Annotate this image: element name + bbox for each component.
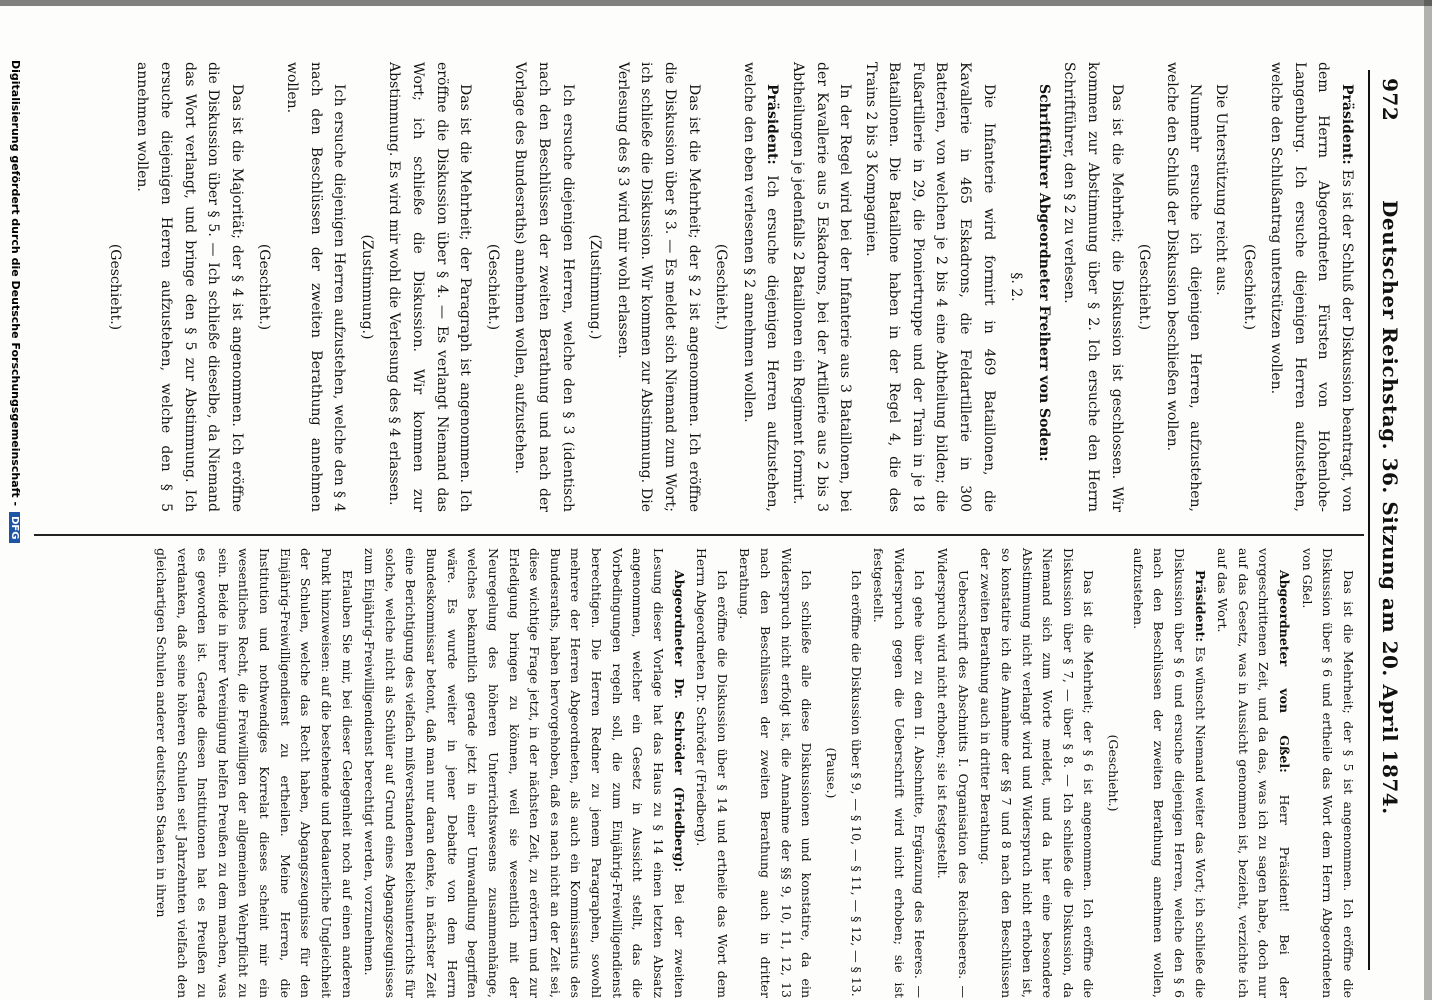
paragraph-text: Ich gehe über zu dem II. Abschnitte, Ergänzung des Heeres. — Widerspruch gegen die Ueberschrift wird nicht erhoben; sie ist festgestellt. [871, 548, 928, 998]
paragraph [150, 548, 356, 998]
paragraph [734, 548, 817, 998]
left-column [98, 62, 1358, 512]
stage-direction: (Geschieht.) [106, 243, 123, 331]
paragraph [130, 62, 248, 512]
paragraph-text: Ich ersuche diejenigen Herren aufzustehen, welche den eben verlesenen § 2 annehmen wollen. [740, 62, 781, 513]
paragraph-text: Es ist der Schluß der Diskussion beantragt, von dem Herrn Abgeordneten Fürsten von Hohenlohe-Langenburg. Ich ersuche diejenigen Herren aufzustehen, welche den Schlußantrag unterstützen wollen. [1268, 62, 1355, 512]
stage-direction: (Zustimmung.) [358, 234, 375, 340]
paragraph [279, 62, 350, 512]
paragraph-text: Ich eröffne die Diskussion über § 9, — § 10, — § 11, — § 12, — § 13. [848, 570, 864, 997]
paragraph [610, 62, 704, 512]
column-divider [34, 534, 1364, 536]
paragraph-text: Die Unterstützung reicht aus. [1213, 84, 1230, 296]
scan-edge-top [1424, 0, 1432, 1000]
paragraph-text: Die Infanterie wird formirt in 469 Bataillonen, die Kavallerie in 465 Eskadrons, die Feldartillerie in 300 Batterien, von welchen je 2 bis 4 eine Abtheilung bilden; die Fußartillerie in 29, die Pioniertruppe und der Train in je 18 Bataillonen. Die Bataillone haben in der Regel 4, die des Trains 2 bis 3 Kompagnien. [862, 62, 997, 512]
page-number: 972 [1378, 78, 1402, 122]
paragraph [1127, 548, 1210, 998]
page-header [1372, 60, 1406, 970]
paragraph [1031, 62, 1055, 512]
paragraph [845, 548, 866, 998]
paragraph-text: Erlauben Sie mir, bei dieser Gelegenheit noch auf einen anderen Punkt hinzuweisen: auf die bestehende und bedauerliche Ungleichheit der Schulen, welche das Recht haben, Abgangszeugnisse für den Einjährig-Freiwilligendienst zu ertheilen. Meine Herren, die Institution und nothwendiges Korrelat dieses scheint mir ein wesentliches Recht, die Freiwilligen der allgemeinen Wehrpflicht zu sein. Beide in ihrer Vereinigung helfen Preußen zu dem machen, was es geworden ist. Gerade diesen Institutionen hat es Preußen zu verdanken, daß seine höheren Schulen seit Jahrzehnten vielfach den gleichartigen Schulen anderer deutschen Staaten in ihren [154, 548, 355, 998]
speaker-name: Abgeordneter von Gßel: [1277, 570, 1293, 773]
scan-edge-left [0, 0, 1432, 6]
paragraph [1212, 548, 1295, 998]
paragraph [1208, 62, 1232, 512]
paragraph [691, 548, 732, 998]
stage-direction: (Pause.) [824, 747, 839, 799]
paragraph [868, 548, 930, 998]
paragraph [858, 62, 1000, 512]
header-rule [1368, 70, 1370, 970]
paragraph [508, 62, 579, 512]
paragraph [1057, 62, 1128, 512]
stage-direction: (Geschieht.) [1106, 734, 1122, 812]
right-column [148, 548, 1358, 998]
paragraph-text: Ich ersuche diejenigen Herren aufzustehen, welche den § 4 nach den Beschlüssen der zweiten Berathung annehmen wollen. [284, 62, 348, 512]
digitization-credit [9, 60, 22, 543]
paragraph-text: Ich schließe alle diese Diskussionen und konstatire, da ein Widerspruch nicht erfolgt ist, die Annahme der §§ 9, 10, 11, 12, 13 nach den Beschlüssen der zweiten Berathung auch in dritter Berathung. [737, 548, 815, 998]
paragraph-text: Nunmehr ersuche ich diejenigen Herren, aufzustehen, welche den Schluß der Diskussion beschließen wollen. [1163, 62, 1204, 512]
paragraph [1264, 62, 1358, 512]
paragraph-text: Ich ersuche diejenigen Herren, welche den § 3 (identisch nach den Beschlüssen der zweiten Berathung und nach der Vorlage des Bundesraths) annehmen wollen, aufzustehen. [512, 62, 576, 512]
speaker-name: Präsident: [764, 84, 781, 165]
stage-direction: §. 2. [1008, 272, 1025, 302]
stage-direction: (Geschieht.) [484, 243, 501, 331]
speaker-name: Schriftführer Abgeordneter Freiherr von Soden: [1035, 84, 1052, 462]
stage-direction: (Zustimmung.) [587, 234, 604, 340]
paragraph [975, 548, 1099, 998]
paragraph [359, 548, 689, 998]
paragraph-text: In der Regel wird bei der Infanterie aus 3 Bataillonen, bei der Kavallerie aus 5 Eskadrons, bei der Artillerie aus 2 bis 3 Abtheilungen je jedenfalls 2 Bataillonen ein Regiment formirt. [789, 62, 854, 512]
speaker-name: Präsident: [1192, 570, 1208, 643]
paragraph-text: Das ist die Mehrheit; der § 6 ist angenommen. Ich eröffne die Diskussion über § 7, — über § 8. — Ich schließe die Diskussion, da Niemand sich zum Worte meldet, und da hier eine besondere Abstimmung nicht verlangt wird und Widerspruch nicht erhoben ist, so konstatire ich die Annahme der §§ 7 und 8 nach den Beschlüssen der zweiten Berathung auch in dritter Berathung. [978, 548, 1097, 998]
stage-direction: (Geschieht.) [1136, 243, 1153, 331]
paragraph-text: Herr Präsident! Bei der vorgeschrittenen Zeit, und da das, was ich zu sagen habe, doch nur auf das Gesetz, was in Aussicht genommen ist, bezieht, verzichte ich auf das Wort. [1215, 548, 1293, 998]
paragraph-text: Das ist die Mehrheit; der § 5 ist angenommen. Ich eröffne die Diskussion über § 6 und ertheile das Wort dem Herrn Abgeordneten von Gßel. [1299, 548, 1356, 998]
credit-text: Digitalisierung gefördert durch die Deutsche Forschungsgemeinschaft - [9, 60, 22, 507]
dfg-logo: DFG [9, 512, 20, 543]
stage-direction: (Geschieht.) [1240, 243, 1257, 331]
paragraph-text: Ueberschrift des Abschnitts I. Organisation des Reichsheeres. — Widerspruch wird nicht erhoben; sie ist festgestellt. [935, 548, 971, 998]
paragraph [785, 62, 856, 512]
speaker-name: Präsident: [1339, 84, 1355, 165]
paragraph [1296, 548, 1358, 998]
paragraph [1159, 62, 1206, 512]
paragraph-text: Das ist die Mehrheit; der Paragraph ist angenommen. Ich eröffne die Diskussion über § 4. — Es verlangt Niemand das Wort; ich schließe die Diskussion. Wir kommen zur Abstimmung. Es wird mir wohl die Verlesung des § 4 erlassen. [386, 62, 474, 512]
paragraph [932, 548, 973, 998]
stage-direction: (Geschieht.) [713, 243, 730, 331]
paragraph-text: Das ist die Mehrheit; der § 2 ist angenommen. Ich eröffne die Diskussion über § 3. — Es meldet sich Niemand zum Wort; ich schließe die Diskussion. Wir kommen zur Abstimmung. Die Verlesung des § 3 wird mir wohl erlassen. [614, 62, 702, 512]
page-title: Deutscher Reichstag. 36. Sitzung am 20. April 1874. [1378, 200, 1402, 815]
paragraph [736, 62, 783, 512]
paragraph-text: Ich eröffne die Diskussion über § 14 und ertheile das Wort dem Herrn Abgeordneten Dr. Schröder (Friedberg). [694, 548, 730, 998]
paragraph-text: Das ist die Mehrheit; die Diskussion ist geschlossen. Wir kommen zur Abstimmung über § 2. Ich ersuche den Herrn Schriftführer, den § 2 zu verlesen. [1061, 62, 1125, 512]
stage-direction: (Geschieht.) [256, 243, 273, 331]
speaker-name: Abgeordneter Dr. Schröder (Friedberg): [671, 570, 687, 872]
paragraph-text: Es wünscht Niemand weiter das Wort; ich schließe die Diskussion über § 6 und ersuche diejenigen Herren, welche den § 6 nach den Beschlüssen der zweiten Berathung annehmen wollen, aufzustehen. [1130, 548, 1208, 998]
paragraph-text: Bei der zweiten Lesung dieser Vorlage hat das Haus zu § 14 einen letzten Absatz angenommen, welcher ein Gesetz in Aussicht stellt, das die Vorbedingungen regeln soll, die zum Einjährig-Freiwilligendienst berechtigen. Die Herren Redner zu jenem Paragraphen, sowohl mehrere der Herren Abgeordneten, als auch ein Kommissarius des Bundesraths, haben hervorgehoben, daß es nach nicht an der Zeit sei, diese wichtige Frage jetzt, in der nächsten Zeit, zu erörtern und zur Erledigung bringen zu können, weil sie wesentlich mit der Neuregelung des höheren Unterrichtswesens zusammenhänge, welches bekanntlich gerade jetzt in einer Umwandlung begriffen wäre. Es wurde weiter in jener Debatte von dem Herrn Bundeskommissar betont, daß man nur daran denke, in nächster Zeit eine Berichtigung des vielfach mißverstandenen Reichsunterrichts für solche, welche nicht als Schüler auf Grund eines Abgangszeugnisses zum Einjährig-Freiwilligendienst berechtigt werden, vorzunehmen. [362, 548, 687, 998]
paragraph-text: Das ist die Majorität; der § 4 ist angenommen. Ich eröffne die Diskussion über § 5. — Ich schließe dieselbe, da Niemand das Wort verlangt, und bringe den § 5 zur Abstimmung. Ich ersuche diejenigen Herren aufzustehen, welche den § 5 annehmen wollen. [134, 62, 245, 512]
paragraph [382, 62, 476, 512]
